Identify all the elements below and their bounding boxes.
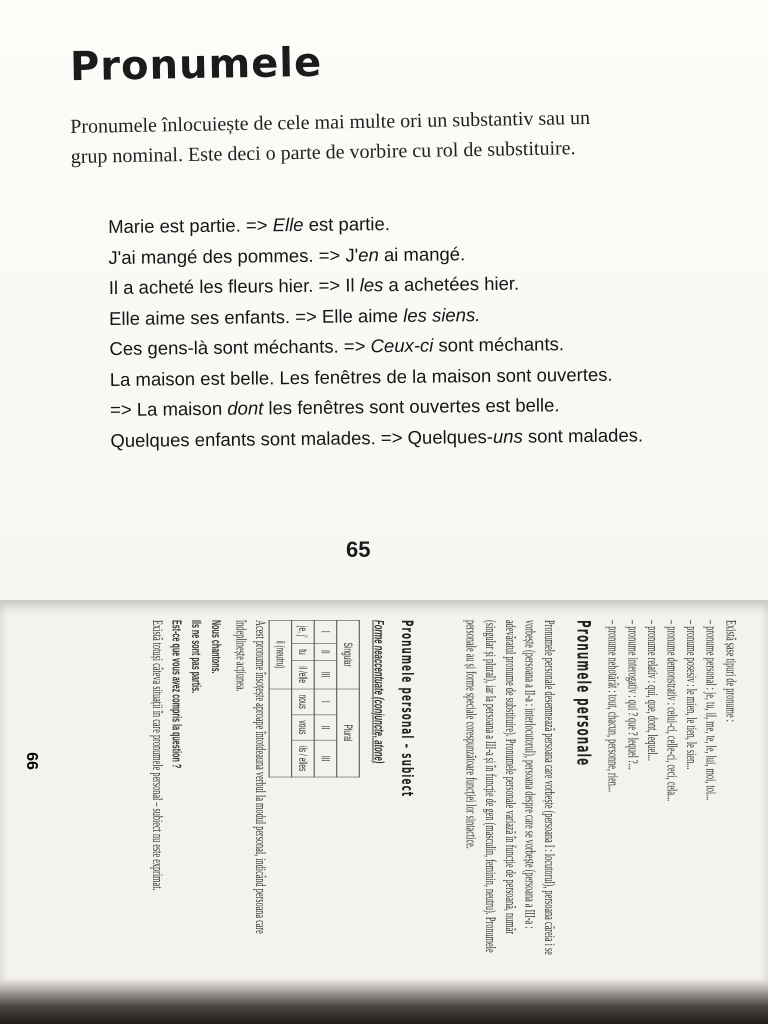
table-cell: tu (292, 643, 315, 660)
list-item: – pronume nehotărât : tout, chacun, personne, rien... (603, 620, 623, 961)
example-text: Il a acheté les fleurs hier. => Il (108, 274, 360, 298)
table-cell: II (314, 715, 337, 740)
section-paragraph: Pronumele personale desemnează persoana care vorbește (persoana I : locutorul), persoana căreia i se vorbește (persoana a II-a : interlocutorul), persoana despre care se vorbește (persoana a III-a : adevăratul pronume de substituire). Pronumele personale variază în funcție de persoană, număr (singular și plural), iar la persoana a III-a și în funcție de gen (masculin, feminin, neutru). Pronumele personale au și forme speciale corespunzătoare funcției lor sintactice. (462, 620, 557, 955)
table-row (292, 620, 315, 777)
example-text: La maison est belle. Les fenêtres de la maison sont ouvertes. (109, 363, 613, 390)
example-text: J'ai mangé des pommes. => J' (108, 243, 359, 268)
page-edge (0, 980, 768, 1024)
example-line: Ils ne sont pas partis. (189, 620, 204, 694)
note-paragraph: Acest pronume însoțește aproape întotdeauna verbul la modul personal, indicând persoana care îndeplinește acțiunea. (232, 620, 268, 934)
examples-list (108, 206, 671, 456)
table-cell: il /elle (292, 660, 315, 688)
example-text: Quelques enfants sont malades. => Quelques- (110, 425, 494, 451)
example-pronoun: en (358, 243, 379, 265)
list-item: – pronume personal : je, tu, il, me, te, le, lui, moi, toi... (701, 620, 721, 961)
example-line: Nous chantons. (208, 620, 224, 674)
example-line (110, 420, 670, 456)
bottom-examples (167, 620, 226, 961)
rotated-page (132, 620, 740, 955)
example-text: Marie est partie. => (108, 214, 273, 237)
table-cell: vous (292, 715, 315, 740)
example-line (110, 359, 670, 395)
table-cell: nous (292, 689, 315, 715)
table-cell: I (314, 689, 337, 715)
list-item: – pronume interogativ : qui ? que ? lequel ?... (622, 620, 642, 961)
list-item: – pronume demonstrativ : celui-ci, celle-ci, ceci, cela... (662, 620, 682, 961)
table-row (314, 620, 337, 777)
table-cell: III (314, 740, 337, 777)
example-pronoun: les siens. (403, 303, 481, 326)
table-extra: il (neutru) (269, 620, 292, 689)
example-text: Ces gens-là sont méchants. => (109, 335, 371, 359)
example-text: sont malades. (522, 423, 644, 447)
example-text: Elle aime ses enfants. => Elle aime (109, 304, 404, 329)
subject-heading: Pronumele personal – subiect (397, 620, 417, 798)
example-text: sont méchants. (433, 333, 565, 356)
pronoun-types (603, 620, 740, 961)
example-pronoun: dont (227, 397, 264, 419)
example-pronoun: les (359, 274, 384, 296)
table-cell: III (314, 660, 337, 688)
section-heading: Pronumele personale (572, 620, 594, 767)
types-list (603, 620, 721, 961)
example-pronoun: Ceux-ci (370, 334, 434, 357)
forms-heading: Forme neaccentuate (conjuncte, atone) (371, 620, 388, 764)
table-cell: II (314, 643, 337, 660)
example-text: a achetées hier. (383, 272, 520, 296)
page-number: 65 (346, 537, 371, 562)
example-text: => La maison (109, 397, 228, 420)
table-cell: I (314, 620, 337, 643)
example-text: ai mangé. (378, 242, 466, 265)
page-title: Pronumele (69, 39, 323, 91)
table-header-plural: Plural (337, 689, 360, 777)
list-item: – pronume relativ : qui, que, dont, lequel... (642, 620, 662, 961)
example-pronoun: Elle (272, 213, 304, 236)
example-line: Est-ce que vous avez compris la question ? (169, 620, 185, 769)
types-intro: Există șase tipuri de pronume : (722, 620, 739, 722)
list-item: – pronume posesiv : le mien, le tien, le sien... (681, 620, 701, 961)
intro-paragraph: Pronumele înlocuiește de cele mai multe ori un substantiv sau un grup nominal. Este deci o parte de vorbire cu rol de substituire. (70, 106, 591, 168)
page-number-bottom: 66 (22, 752, 40, 770)
table-cell: je, j' (292, 620, 315, 643)
table-header-singular: Singular (337, 620, 360, 689)
example-text: est partie. (303, 213, 391, 235)
table-cell: ils / elles (292, 740, 315, 777)
example-text: les fenêtres sont ouvertes est belle. (263, 394, 560, 419)
example-pronoun: uns (492, 425, 523, 447)
pronoun-table (269, 620, 360, 777)
pronoun-table-wrap (269, 620, 360, 961)
closing-paragraph: Există totuși câteva situații în care pronumele personal – subiect nu este exprimat. (149, 620, 165, 891)
